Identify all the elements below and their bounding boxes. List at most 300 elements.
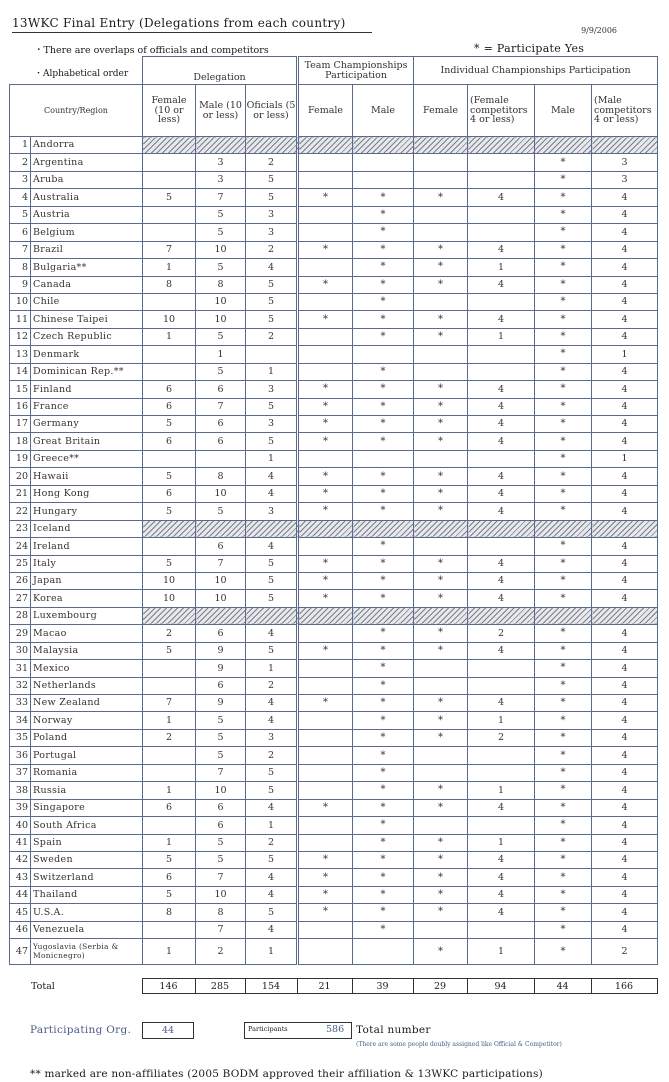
cell-team-male: * — [353, 869, 414, 886]
row-number: 28 — [10, 607, 31, 624]
cell-ind-male: * — [535, 642, 592, 659]
cell-del-officials: 5 — [246, 311, 298, 328]
cell-ind-male-comp: 4 — [592, 572, 658, 589]
table-row — [10, 468, 658, 485]
table-row — [10, 572, 658, 589]
row-number: 45 — [10, 904, 31, 921]
country-name: Sweden — [31, 851, 143, 868]
cell-team-female — [298, 538, 353, 555]
cell-ind-male-comp: 4 — [592, 241, 658, 258]
cell-ind-female: * — [414, 241, 468, 258]
cell-team-female — [298, 206, 353, 223]
country-name: Switzerland — [31, 869, 143, 886]
cell-del-female: 1 — [143, 782, 196, 799]
cell-ind-male: * — [535, 259, 592, 276]
row-number: 16 — [10, 398, 31, 415]
cell-del-female — [143, 171, 196, 188]
cell-team-female — [298, 607, 353, 624]
row-number: 46 — [10, 921, 31, 938]
cell-del-officials: 5 — [246, 189, 298, 206]
cell-del-female: 1 — [143, 939, 196, 965]
cell-ind-female-comp — [468, 363, 535, 380]
row-number: 22 — [10, 503, 31, 520]
row-number: 23 — [10, 520, 31, 537]
cell-team-male: * — [353, 381, 414, 398]
cell-ind-female-comp — [468, 154, 535, 171]
cell-ind-male-comp: 4 — [592, 921, 658, 938]
total-ind-male-comp: 166 — [591, 979, 657, 994]
cell-ind-male: * — [535, 398, 592, 415]
cell-team-female — [298, 747, 353, 764]
cell-team-female — [298, 137, 353, 154]
cell-del-female: 8 — [143, 276, 196, 293]
col-ind-male: Male — [535, 85, 592, 137]
cell-ind-female-comp: 4 — [468, 799, 535, 816]
cell-ind-male-comp: 4 — [592, 398, 658, 415]
cell-team-male: * — [353, 817, 414, 834]
table-row — [10, 276, 658, 293]
cell-ind-male-comp: 1 — [592, 450, 658, 467]
cell-del-female: 6 — [143, 869, 196, 886]
cell-del-male: 5 — [196, 834, 246, 851]
cell-team-female — [298, 834, 353, 851]
country-name: Korea — [31, 590, 143, 607]
total-team-female: 21 — [297, 979, 352, 994]
cell-team-male: * — [353, 363, 414, 380]
cell-ind-female: * — [414, 851, 468, 868]
row-number: 32 — [10, 677, 31, 694]
row-number: 11 — [10, 311, 31, 328]
table-row — [10, 328, 658, 345]
cell-team-female — [298, 346, 353, 363]
cell-del-female: 6 — [143, 381, 196, 398]
table-row — [10, 311, 658, 328]
cell-team-female — [298, 817, 353, 834]
row-number: 30 — [10, 642, 31, 659]
cell-del-male: 6 — [196, 538, 246, 555]
cell-team-male: * — [353, 485, 414, 502]
table-row — [10, 764, 658, 781]
cell-ind-male: * — [535, 712, 592, 729]
cell-ind-male: * — [535, 799, 592, 816]
country-name: Thailand — [31, 886, 143, 903]
row-number: 38 — [10, 782, 31, 799]
cell-ind-male-comp: 4 — [592, 328, 658, 345]
cell-ind-female-comp: 4 — [468, 398, 535, 415]
country-name: Aruba — [31, 171, 143, 188]
cell-del-female: 1 — [143, 712, 196, 729]
cell-ind-female — [414, 293, 468, 310]
cell-team-male: * — [353, 625, 414, 642]
cell-ind-female-comp: 4 — [468, 433, 535, 450]
cell-del-male: 3 — [196, 171, 246, 188]
cell-ind-female: * — [414, 590, 468, 607]
cell-ind-female-comp: 4 — [468, 572, 535, 589]
cell-del-officials: 2 — [246, 834, 298, 851]
country-name: Great Britain — [31, 433, 143, 450]
cell-team-female — [298, 625, 353, 642]
cell-ind-female-comp: 4 — [468, 555, 535, 572]
cell-team-male — [353, 137, 414, 154]
table-row — [10, 503, 658, 520]
cell-team-female: * — [298, 590, 353, 607]
cell-ind-female-comp — [468, 538, 535, 555]
row-number: 19 — [10, 450, 31, 467]
cell-del-female — [143, 154, 196, 171]
cell-del-officials: 3 — [246, 503, 298, 520]
cell-del-male: 5 — [196, 747, 246, 764]
cell-ind-male: * — [535, 695, 592, 712]
cell-del-male: 5 — [196, 729, 246, 746]
country-name: Luxembourg — [31, 607, 143, 624]
cell-del-officials: 2 — [246, 677, 298, 694]
cell-del-female: 5 — [143, 851, 196, 868]
cell-del-officials: 4 — [246, 259, 298, 276]
cell-del-female: 7 — [143, 241, 196, 258]
cell-team-female — [298, 328, 353, 345]
cell-ind-male-comp: 4 — [592, 276, 658, 293]
cell-ind-female-comp: 2 — [468, 729, 535, 746]
cell-ind-male-comp — [592, 520, 658, 537]
cell-ind-male-comp: 4 — [592, 851, 658, 868]
cell-ind-female — [414, 764, 468, 781]
cell-del-male: 7 — [196, 921, 246, 938]
cell-ind-male — [535, 520, 592, 537]
cell-ind-male-comp: 4 — [592, 817, 658, 834]
table-row — [10, 363, 658, 380]
cell-del-officials: 3 — [246, 224, 298, 241]
cell-ind-female: * — [414, 416, 468, 433]
cell-team-female: * — [298, 416, 353, 433]
cell-del-officials — [246, 607, 298, 624]
country-name: South Africa — [31, 817, 143, 834]
country-name: Japan — [31, 572, 143, 589]
row-number: 20 — [10, 468, 31, 485]
cell-del-female — [143, 660, 196, 677]
cell-del-female — [143, 764, 196, 781]
cell-ind-male-comp: 4 — [592, 468, 658, 485]
cell-team-male: * — [353, 764, 414, 781]
cell-team-female — [298, 259, 353, 276]
cell-ind-female-comp — [468, 224, 535, 241]
cell-del-officials: 4 — [246, 538, 298, 555]
country-name: Russia — [31, 782, 143, 799]
table-row — [10, 538, 658, 555]
cell-del-officials: 3 — [246, 206, 298, 223]
table-row — [10, 450, 658, 467]
cell-ind-female-comp: 4 — [468, 869, 535, 886]
cell-del-male: 8 — [196, 904, 246, 921]
cell-team-male: * — [353, 642, 414, 659]
legend-note: * = Participate Yes — [474, 42, 585, 55]
cell-ind-male-comp: 4 — [592, 293, 658, 310]
cell-del-officials: 1 — [246, 660, 298, 677]
cell-team-female: * — [298, 642, 353, 659]
cell-team-male — [353, 607, 414, 624]
cell-ind-male-comp: 4 — [592, 555, 658, 572]
cell-team-female — [298, 660, 353, 677]
cell-del-male: 7 — [196, 869, 246, 886]
cell-ind-female — [414, 747, 468, 764]
cell-ind-male: * — [535, 293, 592, 310]
table-row — [10, 137, 658, 154]
cell-ind-male: * — [535, 206, 592, 223]
cell-team-female: * — [298, 241, 353, 258]
cell-ind-female: * — [414, 642, 468, 659]
cell-team-male: * — [353, 851, 414, 868]
country-name: Hungary — [31, 503, 143, 520]
country-name: Iceland — [31, 520, 143, 537]
cell-del-officials: 3 — [246, 381, 298, 398]
cell-ind-female — [414, 607, 468, 624]
cell-del-female: 5 — [143, 642, 196, 659]
cell-ind-male: * — [535, 416, 592, 433]
cell-team-male: * — [353, 241, 414, 258]
cell-ind-male: * — [535, 450, 592, 467]
cell-ind-male: * — [535, 468, 592, 485]
cell-team-female: * — [298, 485, 353, 502]
cell-ind-female-comp: 4 — [468, 416, 535, 433]
cell-ind-female-comp — [468, 607, 535, 624]
cell-ind-female: * — [414, 886, 468, 903]
cell-ind-male: * — [535, 572, 592, 589]
cell-ind-female-comp: 4 — [468, 276, 535, 293]
cell-ind-female-comp — [468, 817, 535, 834]
cell-del-female: 5 — [143, 555, 196, 572]
table-row — [10, 171, 658, 188]
cell-team-male: * — [353, 538, 414, 555]
cell-ind-male-comp: 4 — [592, 311, 658, 328]
cell-ind-female — [414, 520, 468, 537]
table-row — [10, 189, 658, 206]
cell-del-male: 10 — [196, 590, 246, 607]
row-number: 26 — [10, 572, 31, 589]
cell-team-male: * — [353, 468, 414, 485]
cell-del-officials — [246, 346, 298, 363]
cell-del-officials: 5 — [246, 276, 298, 293]
row-number: 29 — [10, 625, 31, 642]
cell-team-male: * — [353, 886, 414, 903]
table-row — [10, 485, 658, 502]
cell-del-female — [143, 363, 196, 380]
table-row — [10, 677, 658, 694]
row-number: 34 — [10, 712, 31, 729]
cell-ind-female-comp: 4 — [468, 851, 535, 868]
participants-label: Participants — [248, 1025, 288, 1033]
row-number: 17 — [10, 416, 31, 433]
cell-ind-male-comp: 4 — [592, 782, 658, 799]
cell-del-male: 7 — [196, 555, 246, 572]
cell-del-male: 5 — [196, 328, 246, 345]
cell-ind-female-comp: 4 — [468, 311, 535, 328]
cell-ind-male: * — [535, 224, 592, 241]
cell-del-male: 5 — [196, 363, 246, 380]
cell-del-male — [196, 607, 246, 624]
cell-del-female: 7 — [143, 695, 196, 712]
cell-team-male — [353, 520, 414, 537]
country-name: Ireland — [31, 538, 143, 555]
row-number: 39 — [10, 799, 31, 816]
cell-team-male: * — [353, 293, 414, 310]
cell-team-male — [353, 171, 414, 188]
cell-ind-female — [414, 817, 468, 834]
cell-ind-male-comp: 4 — [592, 695, 658, 712]
cell-del-officials: 2 — [246, 328, 298, 345]
cell-ind-male-comp: 4 — [592, 416, 658, 433]
cell-ind-male-comp: 4 — [592, 485, 658, 502]
cell-del-officials: 4 — [246, 921, 298, 938]
country-name: Norway — [31, 712, 143, 729]
cell-ind-female — [414, 538, 468, 555]
cell-del-female: 1 — [143, 328, 196, 345]
cell-del-female: 5 — [143, 886, 196, 903]
cell-del-male: 10 — [196, 886, 246, 903]
cell-del-male: 6 — [196, 799, 246, 816]
row-number: 8 — [10, 259, 31, 276]
cell-del-female: 8 — [143, 904, 196, 921]
table-row — [10, 817, 658, 834]
cell-ind-male: * — [535, 660, 592, 677]
cell-del-female: 10 — [143, 572, 196, 589]
country-name: New Zealand — [31, 695, 143, 712]
cell-ind-male: * — [535, 677, 592, 694]
cell-ind-female-comp: 1 — [468, 259, 535, 276]
cell-ind-female-comp: 1 — [468, 939, 535, 965]
table-row — [10, 398, 658, 415]
row-number: 7 — [10, 241, 31, 258]
country-name: Poland — [31, 729, 143, 746]
country-name: Hong Kong — [31, 485, 143, 502]
cell-team-male: * — [353, 660, 414, 677]
cell-del-officials: 1 — [246, 939, 298, 965]
country-name: Italy — [31, 555, 143, 572]
order-note: ・Alphabetical order — [34, 69, 129, 79]
cell-ind-male-comp: 4 — [592, 189, 658, 206]
country-name: Argentina — [31, 154, 143, 171]
cell-team-male: * — [353, 416, 414, 433]
row-number: 15 — [10, 381, 31, 398]
cell-team-male: * — [353, 729, 414, 746]
cell-del-male: 1 — [196, 346, 246, 363]
cell-ind-male-comp: 4 — [592, 363, 658, 380]
country-name: U.S.A. — [31, 904, 143, 921]
cell-team-female: * — [298, 468, 353, 485]
table-row — [10, 520, 658, 537]
cell-ind-male: * — [535, 782, 592, 799]
cell-ind-female — [414, 206, 468, 223]
row-number: 9 — [10, 276, 31, 293]
cell-del-male: 5 — [196, 712, 246, 729]
cell-ind-female-comp — [468, 293, 535, 310]
table-row — [10, 851, 658, 868]
cell-ind-male: * — [535, 154, 592, 171]
cell-team-male: * — [353, 311, 414, 328]
cell-team-female — [298, 939, 353, 965]
cell-del-officials: 5 — [246, 433, 298, 450]
cell-ind-male-comp: 4 — [592, 642, 658, 659]
cell-ind-male-comp — [592, 607, 658, 624]
table-row — [10, 293, 658, 310]
cell-team-male: * — [353, 398, 414, 415]
cell-ind-male: * — [535, 939, 592, 965]
country-name: Andorra — [31, 137, 143, 154]
cell-del-officials: 2 — [246, 747, 298, 764]
cell-ind-male: * — [535, 886, 592, 903]
cell-del-female — [143, 346, 196, 363]
cell-ind-male: * — [535, 328, 592, 345]
total-del-male: 285 — [195, 979, 245, 994]
cell-ind-female-comp — [468, 137, 535, 154]
country-name: Bulgaria** — [31, 259, 143, 276]
table-row — [10, 660, 658, 677]
cell-del-female — [143, 921, 196, 938]
cell-ind-female-comp: 4 — [468, 241, 535, 258]
cell-ind-female: * — [414, 468, 468, 485]
table-row — [10, 224, 658, 241]
table-row — [10, 834, 658, 851]
country-name: France — [31, 398, 143, 415]
table-row — [10, 154, 658, 171]
document-date: 9/9/2006 — [581, 26, 617, 35]
cell-del-female: 5 — [143, 416, 196, 433]
row-number: 6 — [10, 224, 31, 241]
cell-ind-male: * — [535, 747, 592, 764]
cell-ind-female: * — [414, 503, 468, 520]
row-number: 43 — [10, 869, 31, 886]
cell-ind-female: * — [414, 311, 468, 328]
cell-ind-female: * — [414, 398, 468, 415]
cell-del-female: 6 — [143, 433, 196, 450]
cell-ind-female-comp: 4 — [468, 904, 535, 921]
cell-ind-female — [414, 346, 468, 363]
cell-ind-male: * — [535, 834, 592, 851]
cell-ind-male: * — [535, 433, 592, 450]
cell-ind-male-comp: 4 — [592, 503, 658, 520]
cell-ind-female-comp: 1 — [468, 782, 535, 799]
cell-ind-male-comp — [592, 137, 658, 154]
cell-ind-male-comp: 4 — [592, 625, 658, 642]
cell-del-female: 6 — [143, 398, 196, 415]
cell-ind-male: * — [535, 363, 592, 380]
cell-team-female: * — [298, 869, 353, 886]
cell-ind-female: * — [414, 189, 468, 206]
cell-del-officials: 5 — [246, 851, 298, 868]
cell-ind-female: * — [414, 939, 468, 965]
cell-del-male: 10 — [196, 241, 246, 258]
cell-team-male: * — [353, 276, 414, 293]
cell-team-male: * — [353, 799, 414, 816]
cell-ind-male-comp: 4 — [592, 764, 658, 781]
cell-ind-female-comp — [468, 346, 535, 363]
cell-ind-male: * — [535, 346, 592, 363]
cell-del-officials: 4 — [246, 869, 298, 886]
cell-ind-male-comp: 4 — [592, 869, 658, 886]
col-team-male: Male — [353, 85, 414, 137]
cell-ind-male — [535, 137, 592, 154]
cell-ind-male: * — [535, 276, 592, 293]
cell-ind-female: * — [414, 695, 468, 712]
cell-ind-male: * — [535, 921, 592, 938]
col-ind-female-comp: (Female competitors 4 or less) — [468, 85, 535, 137]
cell-del-officials: 5 — [246, 398, 298, 415]
cell-team-female — [298, 171, 353, 188]
row-number: 5 — [10, 206, 31, 223]
cell-ind-male — [535, 607, 592, 624]
row-number: 42 — [10, 851, 31, 868]
total-number-label: Total number — [356, 1024, 431, 1036]
cell-del-female — [143, 293, 196, 310]
cell-ind-female: * — [414, 572, 468, 589]
